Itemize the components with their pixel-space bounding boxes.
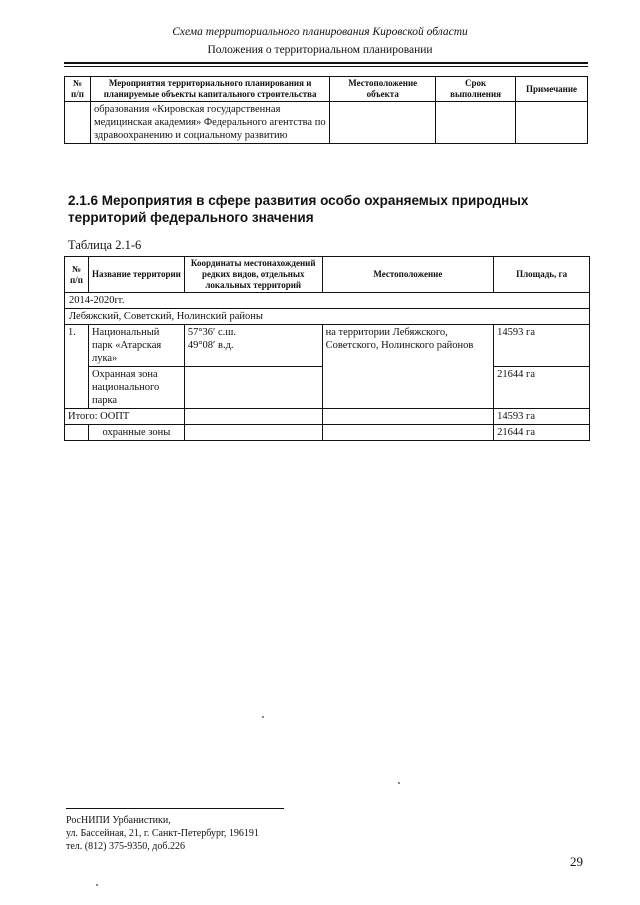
header-note: Примечание: [516, 77, 588, 102]
cell-num: [65, 102, 91, 144]
period-row: [65, 293, 590, 309]
buffer-empty: [65, 425, 89, 441]
table-header-row: [65, 77, 588, 102]
buffer-area: 21644 га: [494, 425, 590, 441]
scan-speck: [398, 782, 400, 784]
header-area: Площадь, га: [494, 257, 590, 293]
buffer-empty: [184, 425, 322, 441]
header-term: Срок выполнения: [436, 77, 516, 102]
period-cell: 2014-2020гг.: [65, 293, 590, 309]
buffer-row: [65, 425, 590, 441]
buffer-label: охранные зоны: [88, 425, 184, 441]
coord-latitude: 57°36′ с.ш.: [187, 327, 236, 338]
footer-address: ул. Бассейная, 21, г. Санкт-Петербург, 196191: [66, 828, 259, 839]
scan-speck: [96, 884, 98, 886]
cell-name: Охранная зона национального парка: [88, 367, 184, 409]
header-num: № п/п: [65, 77, 91, 102]
footer-org: РосНИПИ Урбанистики,: [66, 815, 171, 826]
scan-speck: [262, 716, 264, 718]
total-row: [65, 409, 590, 425]
header-location: Местоположение объекта: [330, 77, 436, 102]
table-caption: Таблица 2.1-6: [68, 238, 142, 252]
header-coords: Координаты местонахождений редких видов, отдельных локальных территорий: [184, 257, 322, 293]
cell-num: 1.: [65, 325, 89, 409]
document-header-subtitle: Положения о территориальном планировании: [207, 44, 433, 56]
header-rule-thin: [64, 66, 588, 67]
table-header-row: [65, 257, 590, 293]
table-row: [65, 325, 590, 367]
header-location: Местоположение: [322, 257, 494, 293]
cell-measures: образования «Кировская государственная медицинская академия» Федерального агентства по здравоохранению и социальному развитию: [90, 102, 329, 144]
cell-location: [330, 102, 436, 144]
table-row: [65, 102, 588, 144]
page-number: 29: [570, 854, 583, 869]
document-header-title: Схема территориального планирования Кировской области: [172, 26, 468, 38]
cell-term: [436, 102, 516, 144]
cell-location: на территории Лебяжского, Советского, Нолинского районов: [322, 325, 494, 409]
coord-longitude: 49°08′ в.д.: [187, 340, 234, 351]
cell-coords: [184, 367, 322, 409]
districts-cell: Лебяжский, Советский, Нолинский районы: [65, 309, 590, 325]
footer: [66, 814, 259, 853]
footer-rule: [66, 808, 284, 809]
header-num: № п/п: [65, 257, 89, 293]
footer-phone: тел. (812) 375-9350, доб.226: [66, 841, 185, 852]
header-name: Название территории: [88, 257, 184, 293]
measures-table-continued: [64, 76, 588, 144]
cell-name: Национальный парк «Атарская лука»: [88, 325, 184, 367]
total-area: 14593 га: [494, 409, 590, 425]
districts-row: [65, 309, 590, 325]
cell-note: [516, 102, 588, 144]
protected-areas-table: [64, 256, 590, 441]
header-measures: Мероприятия территориального планирования и планируемые объекты капитального строительства: [90, 77, 329, 102]
total-empty: [322, 409, 494, 425]
cell-area: 21644 га: [494, 367, 590, 409]
header-rule-thick: [64, 62, 588, 64]
section-heading: 2.1.6 Мероприятия в сфере развития особо охраняемых природных территорий федерального значения: [68, 193, 529, 225]
total-label: Итого: ООПТ: [65, 409, 185, 425]
cell-coords: [184, 325, 322, 367]
cell-area: 14593 га: [494, 325, 590, 367]
buffer-empty: [322, 425, 494, 441]
total-empty: [184, 409, 322, 425]
